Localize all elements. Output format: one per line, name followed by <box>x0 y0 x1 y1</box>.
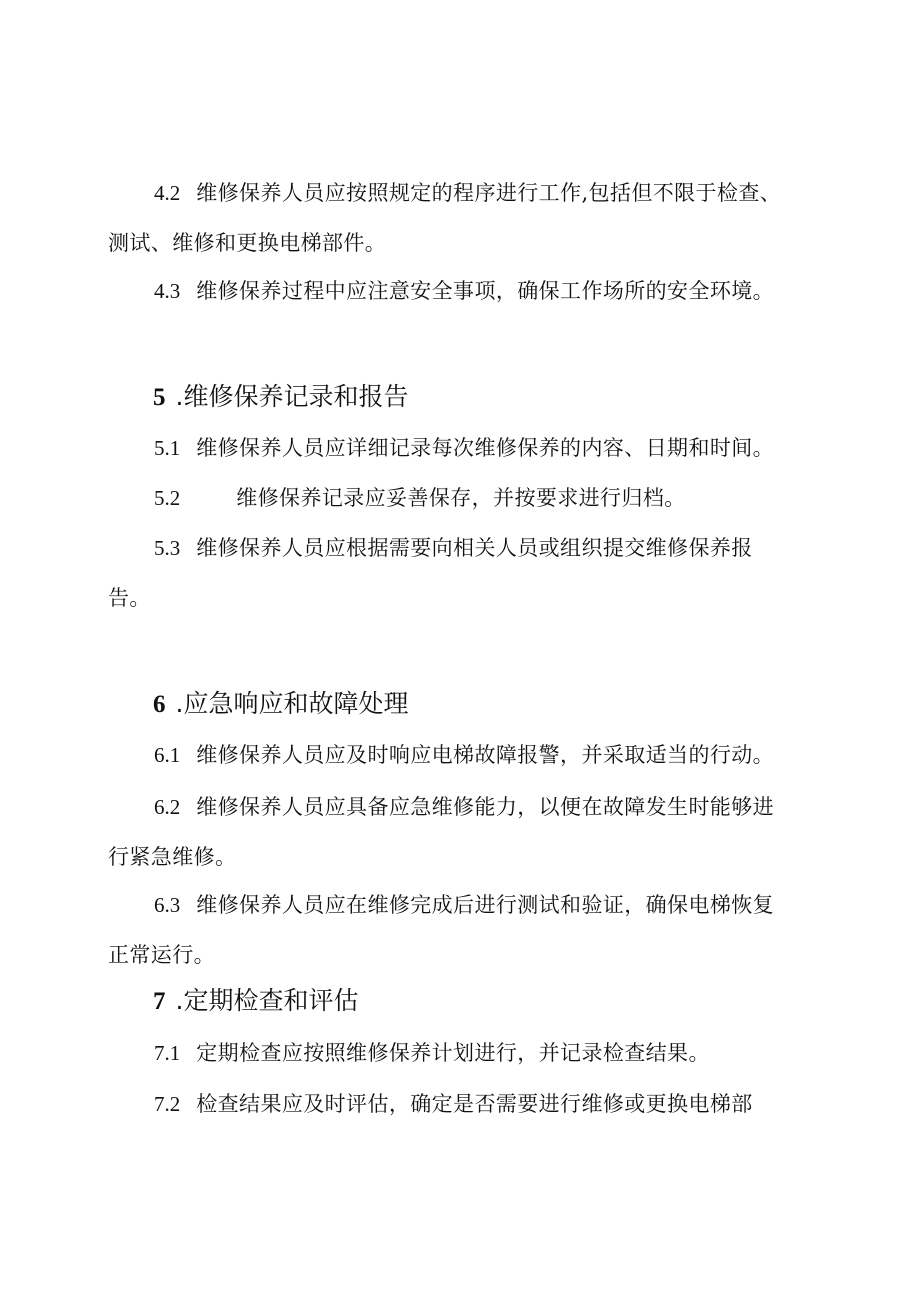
clause-line <box>108 1079 848 1129</box>
section-title: .维修保养记录和报告 <box>175 382 409 411</box>
clause-number: 5.1 <box>154 436 181 460</box>
clause-text: 维修保养人员应根据需要向相关人员或组织提交维修保养报 <box>196 536 753 560</box>
section-number: 6 <box>153 691 166 718</box>
clause-5-3 <box>108 523 848 623</box>
clause-line <box>108 266 848 316</box>
clause-5-1 <box>108 423 848 473</box>
clause-number: 5.2 <box>154 486 181 510</box>
clause-line: 行紧急维修。 <box>108 845 237 869</box>
clause-number: 5.3 <box>154 536 181 560</box>
clause-6-3 <box>108 880 848 980</box>
clause-number: 4.2 <box>154 181 181 205</box>
section-5-heading <box>153 377 408 418</box>
clause-line <box>108 730 848 780</box>
clause-line: 测试、维修和更换电梯部件。 <box>108 231 387 255</box>
clause-number: 6.1 <box>154 743 181 767</box>
section-title: .定期检查和评估 <box>175 986 359 1015</box>
clause-text: 维修保养过程中应注意安全事项，确保工作场所的安全环境。 <box>196 279 775 303</box>
clause-7-2 <box>108 1079 848 1129</box>
clause-line <box>108 1028 848 1078</box>
clause-4-3 <box>108 266 848 316</box>
clause-text: 维修保养人员应具备应急维修能力，以便在故障发生时能够进 <box>196 795 775 819</box>
clause-text: 定期检查应按照维修保养计划进行，并记录检查结果。 <box>196 1041 710 1065</box>
clause-line: 告。 <box>108 586 151 610</box>
clause-text: 维修保养人员应按照规定的程序进行工作,包括但不限于检查、 <box>196 181 782 205</box>
clause-number: 4.3 <box>154 279 181 303</box>
clause-text: 检查结果应及时评估，确定是否需要进行维修或更换电梯部 <box>196 1092 753 1116</box>
clause-6-1 <box>108 730 848 780</box>
clause-line <box>108 473 848 523</box>
clause-text: 维修保养人员应在维修完成后进行测试和验证，确保电梯恢复 <box>196 893 775 917</box>
clause-number: 7.2 <box>154 1092 181 1116</box>
clause-4-2 <box>108 168 848 268</box>
clause-line <box>108 782 848 832</box>
section-number: 5 <box>153 384 166 411</box>
clause-line: 正常运行。 <box>108 943 215 967</box>
clause-7-1 <box>108 1028 848 1078</box>
section-6-heading <box>153 684 408 725</box>
clause-text: 维修保养记录应妥善保存，并按要求进行归档。 <box>236 486 686 510</box>
clause-line <box>108 523 848 573</box>
clause-number: 6.3 <box>154 893 181 917</box>
section-number: 7 <box>153 988 166 1015</box>
clause-number: 7.1 <box>154 1041 181 1065</box>
clause-number: 6.2 <box>154 795 181 819</box>
clause-text: 维修保养人员应详细记录每次维修保养的内容、日期和时间。 <box>196 436 775 460</box>
section-title: .应急响应和故障处理 <box>175 689 409 718</box>
clause-line <box>108 880 848 930</box>
clause-text: 维修保养人员应及时响应电梯故障报警，并采取适当的行动。 <box>196 743 775 767</box>
section-7-heading <box>153 981 358 1022</box>
clause-line <box>108 168 848 218</box>
clause-line <box>108 423 848 473</box>
clause-6-2 <box>108 782 848 882</box>
clause-5-2 <box>108 473 848 523</box>
